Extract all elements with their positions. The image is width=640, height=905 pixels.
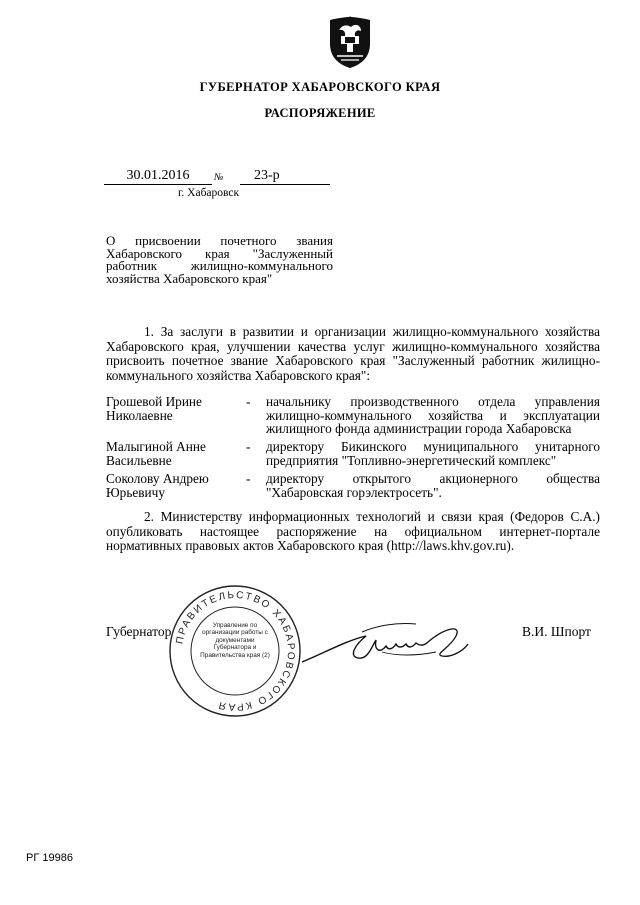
signatory-name: В.И. Шпорт (522, 624, 591, 639)
awardee-position: начальнику производственного отдела управления жилищно-коммунального хозяйства и эксплуатации жилищного фонда администрации города Хабаровска (266, 394, 600, 436)
awardee-name: Малыгиной Анне Васильевне (106, 439, 206, 468)
awardee-position: директору открытого акционерного общества "Хабаровская горэлектросеть". (266, 471, 600, 500)
official-seal (166, 582, 304, 720)
awardee-dash: - (246, 471, 251, 486)
awardee-dash: - (246, 394, 251, 409)
awardee-position: директору Бикинского муниципального унитарного предприятия "Топливно-энергетический комплекс" (266, 439, 600, 468)
document-city: г. Хабаровск (178, 187, 240, 199)
document-type: РАСПОРЯЖЕНИЕ (264, 106, 376, 120)
paragraph-1: 1. За заслуги в развитии и организации жилищно-коммунального хозяйства Хабаровского края, улучшении качества услуг жилищно-коммунального хозяйства присвоить почетное звание Хабаровского края "Заслуженный работник жилищно-коммунального хозяйства Хабаровского края": (106, 324, 600, 383)
seal-ring-text: ПРАВИТЕЛЬСТВО ХАБАРОВСКОГО КРАЯ (174, 589, 297, 713)
awardee-dash: - (246, 439, 251, 454)
awardee-name: Соколову Андрею Юрьевичу (106, 471, 209, 500)
number-sign: № (214, 172, 224, 183)
document-number: 23-р (240, 168, 330, 185)
authority-title: ГУБЕРНАТОР ХАБАРОВСКОГО КРАЯ (199, 80, 441, 94)
paragraph-2: 2. Министерству информационных технологий и связи края (Федоров С.А.) опубликовать настоящее распоряжение на официальном интернет-портале нормативных правовых актов Хабаровского края (http://laws.khv.gov.ru). (106, 509, 600, 553)
coat-of-arms-icon (327, 14, 373, 70)
handwritten-signature (296, 610, 470, 674)
seal-center-text: Управление по организации работы с документами Губернатора и Правительства края (2) (200, 622, 270, 659)
awardee-name: Грошевой Ирине Николаевне (106, 394, 202, 423)
footer-code: РГ 19986 (26, 852, 73, 864)
document-date: 30.01.2016 (104, 168, 212, 185)
document-subject: О присвоении почетного звания Хабаровского края "Заслуженный работник жилищно-коммунального хозяйства Хабаровского края" (106, 233, 333, 286)
signatory-title: Губернатор (106, 624, 172, 639)
